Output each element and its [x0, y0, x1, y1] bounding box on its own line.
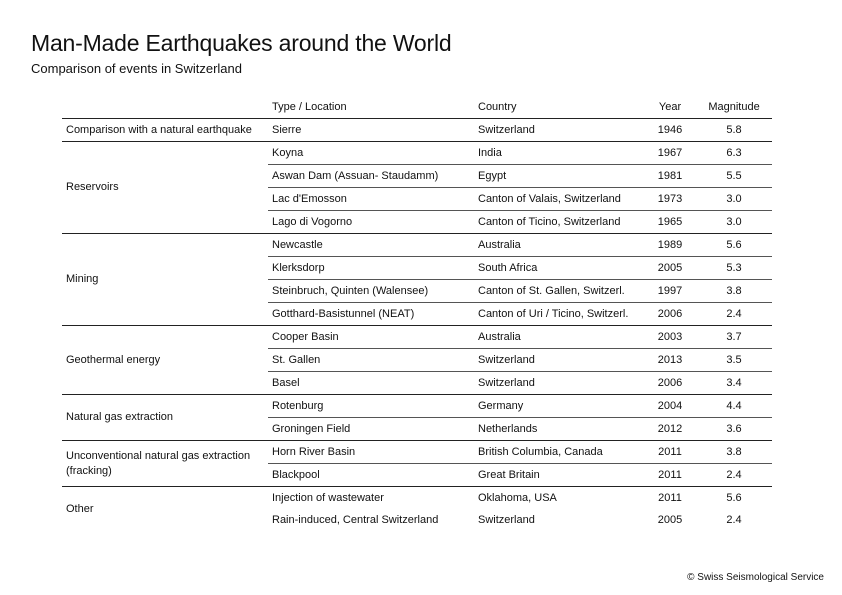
year-cell: 2011 [644, 441, 696, 464]
magnitude-cell: 3.4 [696, 372, 772, 395]
year-cell: 2006 [644, 303, 696, 326]
magnitude-cell: 3.8 [696, 280, 772, 303]
header-country: Country [474, 96, 644, 119]
country-cell: Canton of Ticino, Switzerland [474, 211, 644, 234]
earthquake-table [62, 96, 772, 531]
country-cell: India [474, 142, 644, 165]
location-cell: Steinbruch, Quinten (Walensee) [268, 280, 474, 303]
location-cell: Koyna [268, 142, 474, 165]
country-cell: Canton of Valais, Switzerland [474, 188, 644, 211]
country-cell: Australia [474, 234, 644, 257]
header-location: Type / Location [268, 96, 474, 119]
location-cell: St. Gallen [268, 349, 474, 372]
category-cell: Other [62, 487, 268, 532]
magnitude-cell: 5.6 [696, 487, 772, 510]
magnitude-cell: 3.0 [696, 188, 772, 211]
location-cell: Gotthard-Basistunnel (NEAT) [268, 303, 474, 326]
magnitude-cell: 4.4 [696, 395, 772, 418]
header-category [62, 96, 268, 119]
country-cell: Switzerland [478, 514, 535, 526]
category-cell: Reservoirs [62, 142, 268, 234]
magnitude-cell: 3.8 [696, 441, 772, 464]
category-cell: Natural gas extraction [62, 395, 268, 441]
table-row [62, 487, 772, 510]
year-cell: 2011 [644, 487, 696, 510]
location-cell: Sierre [268, 119, 474, 142]
location-cell: Lac d'Emosson [268, 188, 474, 211]
country-cell: Switzerland [474, 372, 644, 395]
location-cell: Basel [268, 372, 474, 395]
location-cell: Lago di Vogorno [268, 211, 474, 234]
year-cell: 1989 [644, 234, 696, 257]
location-cell: Groningen Field [268, 418, 474, 441]
category-cell: Comparison with a natural earthquake [62, 119, 268, 142]
location-cell: Injection of wastewater [268, 487, 474, 510]
table-header-row [62, 96, 772, 119]
year-cell: 2013 [644, 349, 696, 372]
category-cell: Geothermal energy [62, 326, 268, 395]
page-subtitle: Comparison of events in Switzerland [31, 61, 242, 76]
country-cell: South Africa [474, 257, 644, 280]
year-cell: 1973 [644, 188, 696, 211]
magnitude-cell: 3.6 [696, 418, 772, 441]
year-cell: 2006 [644, 372, 696, 395]
table-row [62, 142, 772, 165]
year-cell: 2011 [644, 464, 696, 487]
table-row [62, 441, 772, 464]
magnitude-cell: 5.6 [696, 234, 772, 257]
year-cell: 1967 [644, 142, 696, 165]
category-cell: Mining [62, 234, 268, 326]
magnitude-cell: 3.5 [696, 349, 772, 372]
table-row [62, 234, 772, 257]
year-cell: 2004 [644, 395, 696, 418]
table-row [62, 119, 772, 142]
year-cell: 2012 [644, 418, 696, 441]
year-cell: 1997 [644, 280, 696, 303]
country-cell: Switzerland [474, 119, 644, 142]
magnitude-cell: 5.3 [696, 257, 772, 280]
year-cell: 1981 [644, 165, 696, 188]
year-cell: 2005 [644, 257, 696, 280]
year-cell: 2003 [644, 326, 696, 349]
magnitude-cell: 6.3 [696, 142, 772, 165]
magnitude-cell: 5.8 [696, 119, 772, 142]
country-cell: Egypt [474, 165, 644, 188]
location-cell: Blackpool [268, 464, 474, 487]
year-cell: 1965 [644, 211, 696, 234]
copyright-notice: © Swiss Seismological Service [687, 572, 824, 583]
magnitude-cell: 3.0 [696, 211, 772, 234]
country-cell: Switzerland [474, 349, 644, 372]
country-cell: Germany [474, 395, 644, 418]
country-cell: Canton of St. Gallen, Switzerl. [474, 280, 644, 303]
year-cell: 2005 [657, 514, 683, 526]
magnitude-cell: 2.4 [726, 514, 742, 526]
location-cell: Rotenburg [268, 395, 474, 418]
header-year: Year [644, 96, 696, 119]
location-cell: Horn River Basin [268, 441, 474, 464]
table-row [62, 395, 772, 418]
country-cell: British Columbia, Canada [474, 441, 644, 464]
country-cell: Netherlands [474, 418, 644, 441]
category-cell: Unconventional natural gas extraction (fracking) [62, 441, 268, 487]
country-cell: Canton of Uri / Ticino, Switzerl. [474, 303, 644, 326]
magnitude-cell: 2.4 [696, 464, 772, 487]
location-cell: Cooper Basin [268, 326, 474, 349]
location-cell: Newcastle [268, 234, 474, 257]
location-cell: Aswan Dam (Assuan- Staudamm) [268, 165, 474, 188]
magnitude-cell: 2.4 [696, 303, 772, 326]
location-cell: Rain-induced, Central Switzerland [272, 514, 439, 526]
location-cell: Klerksdorp [268, 257, 474, 280]
magnitude-cell: 5.5 [696, 165, 772, 188]
table-row [62, 326, 772, 349]
country-cell: Great Britain [474, 464, 644, 487]
header-magnitude: Magnitude [696, 96, 772, 119]
year-cell: 1946 [644, 119, 696, 142]
magnitude-cell: 3.7 [696, 326, 772, 349]
country-cell: Australia [474, 326, 644, 349]
country-cell: Oklahoma, USA [474, 487, 644, 510]
page-title: Man-Made Earthquakes around the World [31, 30, 452, 56]
